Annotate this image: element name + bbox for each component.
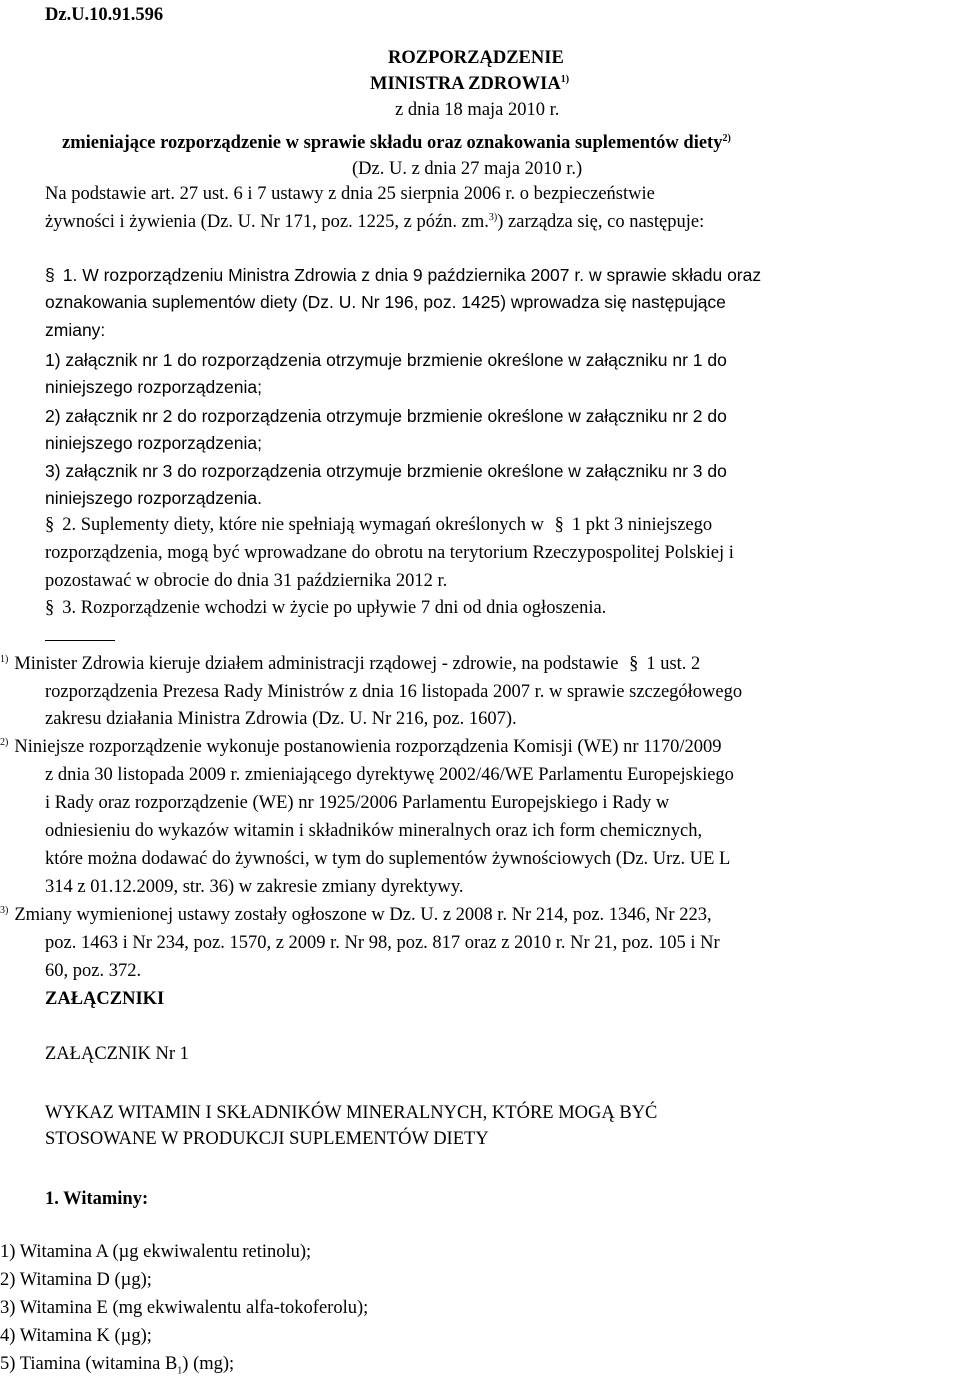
list-title-line-2: STOSOWANE W PRODUKCJI SUPLEMENTÓW DIETY	[45, 1129, 489, 1149]
vitamin-item: 2) Witamina D (µg);	[0, 1270, 152, 1290]
issuing-authority	[370, 72, 569, 96]
footnote-separator	[45, 640, 115, 641]
annexes-heading: ZAŁĄCZNIKI	[45, 989, 165, 1009]
footnote-1-line-1	[0, 652, 700, 676]
publication-info: (Dz. U. z dnia 27 maja 2010 r.)	[352, 159, 583, 179]
para2-text-b: 1 pkt 3 niniejszego	[571, 515, 713, 535]
preamble-line-2	[45, 210, 704, 234]
section-sign: §	[629, 654, 639, 674]
footnote-2-line-3: i Rady oraz rozporządzenie (WE) nr 1925/2006 Parlamentu Europejskiego i Rady w	[45, 793, 670, 813]
para1-item-2a: 2) załącznik nr 2 do rozporządzenia otrzymuje brzmienie określone w załączniku nr 2 do	[45, 406, 727, 426]
annex-1-title: ZAŁĄCZNIK Nr 1	[45, 1044, 189, 1064]
para2-line-2: rozporządzenia, mogą być wprowadzane do obrotu na terytorium Rzeczypospolitej Polskiej i	[45, 543, 734, 563]
para1-line-2: oznakowania suplementów diety (Dz. U. Nr 196, poz. 1425) wprowadza się następujące	[45, 292, 726, 312]
para1-line-3: zmiany:	[45, 320, 106, 340]
footnote-2-line-2: z dnia 30 listopada 2009 r. zmieniającego dyrektywę 2002/46/WE Parlamentu Europejskiego	[45, 765, 734, 785]
document-subject	[62, 131, 731, 155]
para1-item-1b: niniejszego rozporządzenia;	[45, 377, 262, 397]
preamble-line-1: Na podstawie art. 27 ust. 6 i 7 ustawy z dnia 25 sierpnia 2006 r. o bezpieczeństwie	[45, 184, 655, 204]
footnote-1-text-a: Minister Zdrowia kieruje działem administracji rządowej - zdrowie, na podstawie	[14, 654, 619, 674]
footnote-3-line-1	[0, 903, 712, 927]
footnote-2-text: Niniejsze rozporządzenie wykonuje postanowienia rozporządzenia Komisji (WE) nr 1170/2009	[14, 737, 722, 757]
document-date: z dnia 18 maja 2010 r.	[395, 100, 560, 120]
vitamin-5-text: 5) Tiamina (witamina B	[0, 1354, 178, 1374]
preamble-text: żywności i żywienia (Dz. U. Nr 171, poz. 1225, z późn. zm.	[45, 212, 489, 232]
vitamin-5-subscript: 1	[177, 1365, 183, 1377]
vitamin-item: 3) Witamina E (mg ekwiwalentu alfa-tokoferolu);	[0, 1298, 369, 1318]
section-sign: §	[45, 598, 55, 618]
footnote-3-line-3: 60, poz. 372.	[45, 961, 142, 981]
vitamin-item	[0, 1352, 234, 1376]
vitamin-item: 1) Witamina A (µg ekwiwalentu retinolu);	[0, 1242, 312, 1262]
footnote-2-line-4: odniesieniu do wykazów witamin i składników mineralnych oraz ich form chemicznych,	[45, 821, 703, 841]
footnote-2-line-5: które można dodawać do żywności, w tym do suplementów żywnościowych (Dz. Urz. UE L	[45, 849, 731, 869]
list-title-line-1: WYKAZ WITAMIN I SKŁADNIKÓW MINERALNYCH, KTÓRE MOGĄ BYĆ	[45, 1103, 658, 1123]
footnote-1-text-b: 1 ust. 2	[646, 654, 701, 674]
para1-item-2b: niniejszego rozporządzenia;	[45, 433, 262, 453]
section-sign: §	[554, 515, 564, 535]
footnote-ref-3: 3)	[488, 211, 498, 223]
footnote-2-line-1	[0, 735, 722, 759]
footnote-ref-2: 2)	[722, 132, 731, 144]
footnote-2-line-6: 314 z 01.12.2009, str. 36) w zakresie zmiany dyrektywy.	[45, 877, 464, 897]
footnote-1-line-2: rozporządzenia Prezesa Rady Ministrów z dnia 16 listopada 2007 r. w sprawie szczegółowego	[45, 682, 743, 702]
footnote-1-line-3: zakresu działania Ministra Zdrowia (Dz. U. Nr 216, poz. 1607).	[45, 709, 517, 729]
para1-line-1	[45, 263, 761, 287]
authority-name: MINISTRA ZDROWIA	[370, 74, 561, 94]
para2-line-3: pozostawać w obrocie do dnia 31 października 2012 r.	[45, 571, 448, 591]
document-type: ROZPORZĄDZENIE	[388, 48, 564, 68]
document-id: Dz.U.10.91.596	[45, 5, 164, 25]
footnote-3-mark: 3)	[0, 904, 9, 916]
vitamins-heading: 1. Witaminy:	[45, 1189, 149, 1209]
footnote-3-text: Zmiany wymienionej ustawy zostały ogłoszone w Dz. U. z 2008 r. Nr 214, poz. 1346, Nr 223,	[14, 905, 712, 925]
para1-item-3b: niniejszego rozporządzenia.	[45, 488, 262, 508]
para1-item-1a: 1) załącznik nr 1 do rozporządzenia otrzymuje brzmienie określone w załączniku nr 1 do	[45, 350, 727, 370]
vitamin-5-unit: ) (mg);	[182, 1354, 235, 1374]
preamble-end: ) zarządza się, co następuje:	[497, 212, 705, 232]
footnote-1-mark: 1)	[0, 653, 9, 665]
para3-text: 3. Rozporządzenie wchodzi w życie po upływie 7 dni od dnia ogłoszenia.	[62, 598, 607, 618]
subject-text: zmieniające rozporządzenie w sprawie składu oraz oznakowania suplementów diety	[62, 133, 723, 153]
footnote-ref-1: 1)	[560, 73, 570, 85]
para2-text-a: 2. Suplementy diety, które nie spełniają wymagań określonych w	[62, 515, 544, 535]
footnote-2-mark: 2)	[0, 736, 9, 748]
section-sign: §	[45, 265, 55, 285]
para1-item-3a: 3) załącznik nr 3 do rozporządzenia otrzymuje brzmienie określone w załączniku nr 3 do	[45, 461, 727, 481]
footnote-3-line-2: poz. 1463 i Nr 234, poz. 1570, z 2009 r. Nr 98, poz. 817 oraz z 2010 r. Nr 21, poz. 105 i Nr	[45, 933, 720, 953]
para1-text: 1. W rozporządzeniu Ministra Zdrowia z dnia 9 października 2007 r. w sprawie składu oraz	[62, 265, 762, 285]
para2-line-1	[45, 513, 712, 537]
para3-line	[45, 596, 606, 620]
section-sign: §	[45, 515, 55, 535]
vitamin-item: 4) Witamina K (µg);	[0, 1326, 152, 1346]
